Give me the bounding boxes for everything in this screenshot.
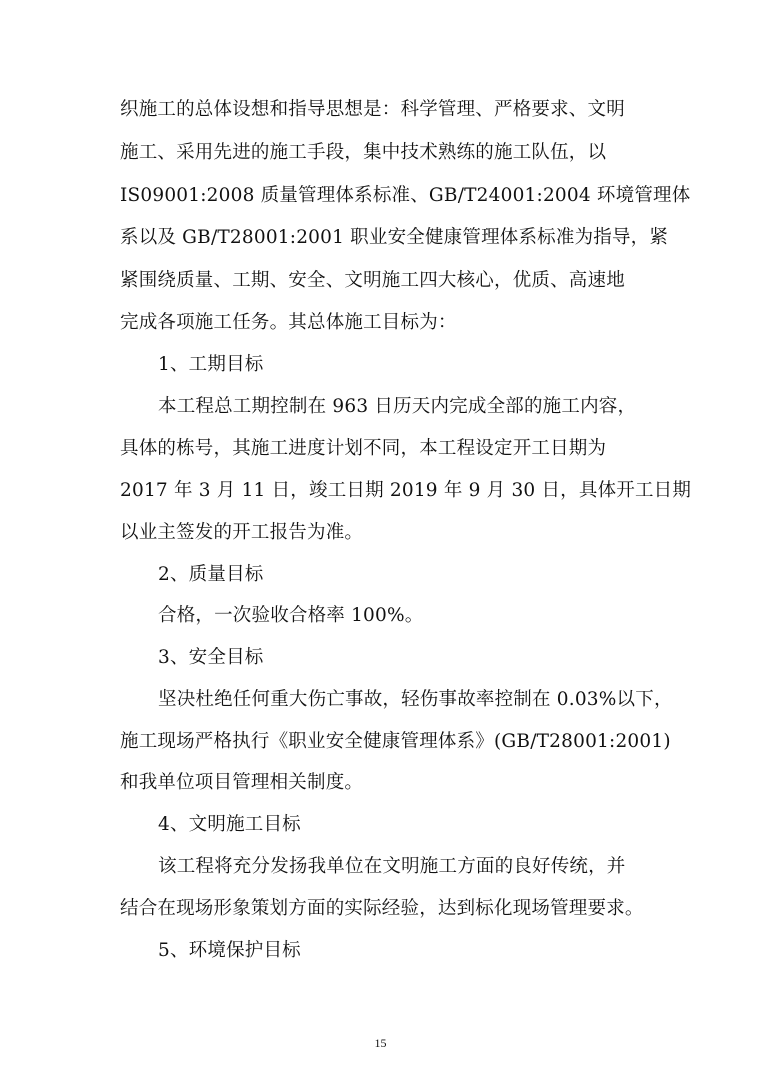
paragraph-line: 完成各项施工任务。其总体施工目标为：: [120, 312, 457, 333]
paragraph-line: 结合在现场形象策划方面的实际经验，达到标化现场管理要求。: [120, 898, 644, 919]
paragraph-line: IS09001:2008 质量管理体系标准、GB/T24001:2004 环境管理体: [120, 185, 691, 206]
page-number: 15: [374, 1036, 387, 1050]
section-heading-civilized-construction: 4、文明施工目标: [158, 814, 301, 835]
paragraph-line: 紧围绕质量、工期、安全、文明施工四大核心，优质、高速地: [120, 270, 625, 291]
paragraph-line: 以业主签发的开工报告为准。: [120, 522, 364, 543]
section-heading-schedule: 1、工期目标: [158, 354, 264, 375]
section-heading-environmental-protection: 5、环境保护目标: [158, 940, 301, 961]
paragraph-line: 坚决杜绝任何重大伤亡事故，轻伤事故率控制在 0.03%以下，: [158, 689, 673, 710]
paragraph-line: 合格，一次验收合格率 100%。: [158, 605, 424, 626]
paragraph-line: 和我单位项目管理相关制度。: [120, 772, 364, 793]
paragraph-line: 本工程总工期控制在 963 日历天内完成全部的施工内容，: [158, 396, 637, 417]
paragraph-line: 2017 年 3 月 11 日，竣工日期 2019 年 9 月 30 日，具体开工日期: [120, 480, 692, 501]
section-heading-quality: 2、质量目标: [158, 564, 264, 585]
paragraph-line: 系以及 GB/T28001:2001 职业安全健康管理体系标准为指导，紧: [120, 227, 669, 248]
paragraph-line: 施工现场严格执行《职业安全健康管理体系》(GB/T28001:2001): [120, 731, 671, 752]
paragraph-line: 该工程将充分发扬我单位在文明施工方面的良好传统，并: [158, 856, 626, 877]
paragraph-line: 施工、采用先进的施工手段，集中技术熟练的施工队伍，以: [120, 142, 607, 163]
paragraph-line: 织施工的总体设想和指导思想是：科学管理、严格要求、文明: [120, 99, 625, 120]
section-heading-safety: 3、安全目标: [158, 647, 264, 668]
paragraph-line: 具体的栋号，其施工进度计划不同，本工程设定开工日期为: [120, 438, 607, 459]
